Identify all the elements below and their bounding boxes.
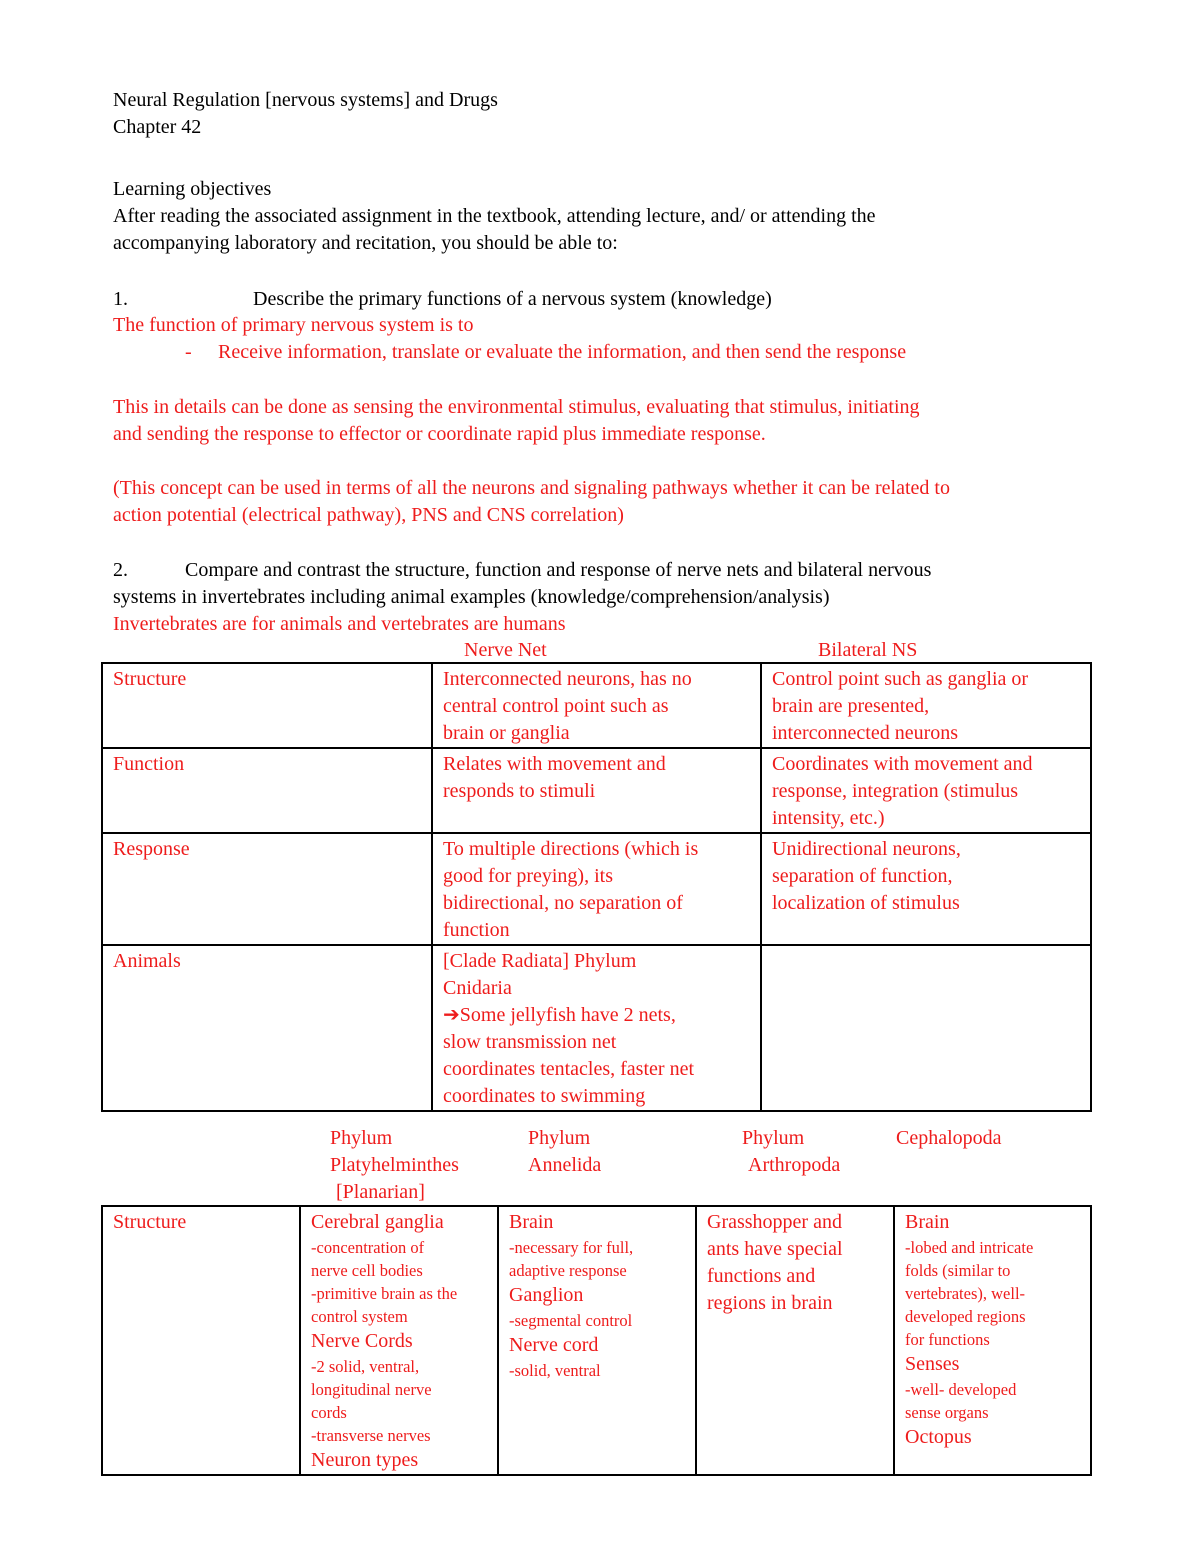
phylum-table: [101, 1205, 1092, 1476]
nerve-net-response: To multiple directions (which is good for preying), its bidirectional, no separation of function: [443, 838, 699, 941]
item1-text: Describe the primary functions of a nervous system (knowledge): [253, 288, 772, 310]
cell-line: Senses: [905, 1353, 960, 1375]
item1-bullet: Receive information, translate or evaluate the information, and then send the response: [218, 341, 907, 363]
cell-line: for functions: [905, 1330, 990, 1349]
item1-detail-line1: This in details can be done as sensing the environmental stimulus, evaluating that stimulus, initiating: [113, 396, 920, 418]
cell-line: functions and: [707, 1265, 816, 1287]
cell-line: -lobed and intricate: [905, 1238, 1034, 1257]
nerve-net-animals: [Clade Radiata] Phylum Cnidaria ➔Some jellyfish have 2 nets, slow transmission net coordinates tentacles, faster net coordinates to swimming: [443, 950, 694, 1107]
cell-line: ants have special: [707, 1238, 843, 1260]
cell-line: Neuron types: [311, 1449, 419, 1471]
cell-line: -2 solid, ventral,: [311, 1357, 420, 1376]
cell-line: Octopus: [905, 1426, 972, 1448]
cell-line: Ganglion: [509, 1284, 584, 1306]
cell-line: folds (similar to: [905, 1261, 1011, 1280]
comparison-table: [101, 662, 1092, 1112]
table-row: [102, 945, 1091, 1111]
table2-row-label: Structure: [113, 1211, 187, 1233]
cell-line: control system: [311, 1307, 408, 1326]
cell-line: -primitive brain as the: [311, 1284, 458, 1303]
item1-detail-line2: and sending the response to effector or coordinate rapid plus immediate response.: [113, 423, 766, 445]
item2-text-line1: Compare and contrast the structure, function and response of nerve nets and bilateral nervous: [185, 559, 932, 581]
cell-line: Brain: [905, 1211, 950, 1233]
table1-header-nerve-net: Nerve Net: [464, 639, 547, 661]
table-row: [102, 663, 1091, 748]
item1-answer-lead: The function of primary nervous system is to: [113, 314, 474, 336]
cell-line: Brain: [509, 1211, 554, 1233]
item1-note-line2: action potential (electrical pathway), PNS and CNS correlation): [113, 504, 624, 526]
row-label-animals: Animals: [113, 950, 181, 972]
cell-line: developed regions: [905, 1307, 1026, 1326]
table-row: [102, 748, 1091, 833]
nerve-net-function: Relates with movement and responds to stimuli: [443, 753, 666, 802]
cell-line: adaptive response: [509, 1261, 627, 1280]
bilateral-response: Unidirectional neurons, separation of function, localization of stimulus: [772, 838, 961, 914]
cephalopoda-structure: [905, 1209, 1080, 1451]
cell-line: -necessary for full,: [509, 1238, 634, 1257]
bilateral-function: Coordinates with movement and response, integration (stimulus intensity, etc.): [772, 753, 1033, 829]
arthropoda-structure: [707, 1209, 883, 1317]
nerve-net-structure: Interconnected neurons, has no central control point such as brain or ganglia: [443, 668, 692, 744]
item2-number: 2.: [113, 559, 128, 581]
arrow-right-icon: ➔: [443, 1004, 460, 1026]
table1-header-bilateral: Bilateral NS: [818, 639, 918, 661]
cell-line: nerve cell bodies: [311, 1261, 423, 1280]
item1-number: 1.: [113, 288, 128, 310]
objectives-heading: Learning objectives: [113, 178, 272, 200]
row-label-function: Function: [113, 753, 185, 775]
cell-line: sense organs: [905, 1403, 989, 1422]
item2-answer: Invertebrates are for animals and vertebrates are humans: [113, 613, 566, 635]
cell-line: -transverse nerves: [311, 1426, 431, 1445]
page-title: Neural Regulation [nervous systems] and Drugs: [113, 89, 498, 111]
table-row: [102, 833, 1091, 945]
cell-line: -solid, ventral: [509, 1361, 601, 1380]
header-cephalopoda: Cephalopoda: [896, 1127, 1002, 1149]
row-label-structure: Structure: [113, 668, 187, 690]
cell-line: Grasshopper and: [707, 1211, 842, 1233]
item2-text-line2: systems in invertebrates including animal examples (knowledge/comprehension/analysis): [113, 586, 830, 608]
cell-line: cords: [311, 1403, 347, 1422]
cell-line: -well- developed: [905, 1380, 1017, 1399]
table-row: [102, 1206, 1091, 1475]
platy-structure: [311, 1209, 487, 1474]
header-arthropoda: Phylum Arthropoda: [742, 1127, 841, 1176]
bilateral-structure: Control point such as ganglia or brain are presented, interconnected neurons: [772, 668, 1029, 744]
cell-line: regions in brain: [707, 1292, 833, 1314]
item1-note-line1: (This concept can be used in terms of all the neurons and signaling pathways whether it can be related to: [113, 477, 950, 499]
item1-bullet-dash: -: [185, 341, 192, 363]
row-label-response: Response: [113, 838, 190, 860]
chapter-label: Chapter 42: [113, 116, 202, 138]
cell-line: Cerebral ganglia: [311, 1211, 444, 1233]
annelida-structure: [509, 1209, 685, 1382]
objectives-intro-line1: After reading the associated assignment in the textbook, attending lecture, and/ or attending the: [113, 205, 876, 227]
cell-line: -concentration of: [311, 1238, 425, 1257]
objectives-intro-line2: accompanying laboratory and recitation, you should be able to:: [113, 232, 618, 254]
cell-line: Nerve cord: [509, 1334, 599, 1356]
cell-line: vertebrates), well-: [905, 1284, 1026, 1303]
header-platy: Phylum Platyhelminthes [Planarian]: [330, 1127, 459, 1203]
cell-line: -segmental control: [509, 1311, 633, 1330]
cell-line: Nerve Cords: [311, 1330, 413, 1352]
cell-line: longitudinal nerve: [311, 1380, 432, 1399]
header-annelida: Phylum Annelida: [528, 1127, 602, 1176]
